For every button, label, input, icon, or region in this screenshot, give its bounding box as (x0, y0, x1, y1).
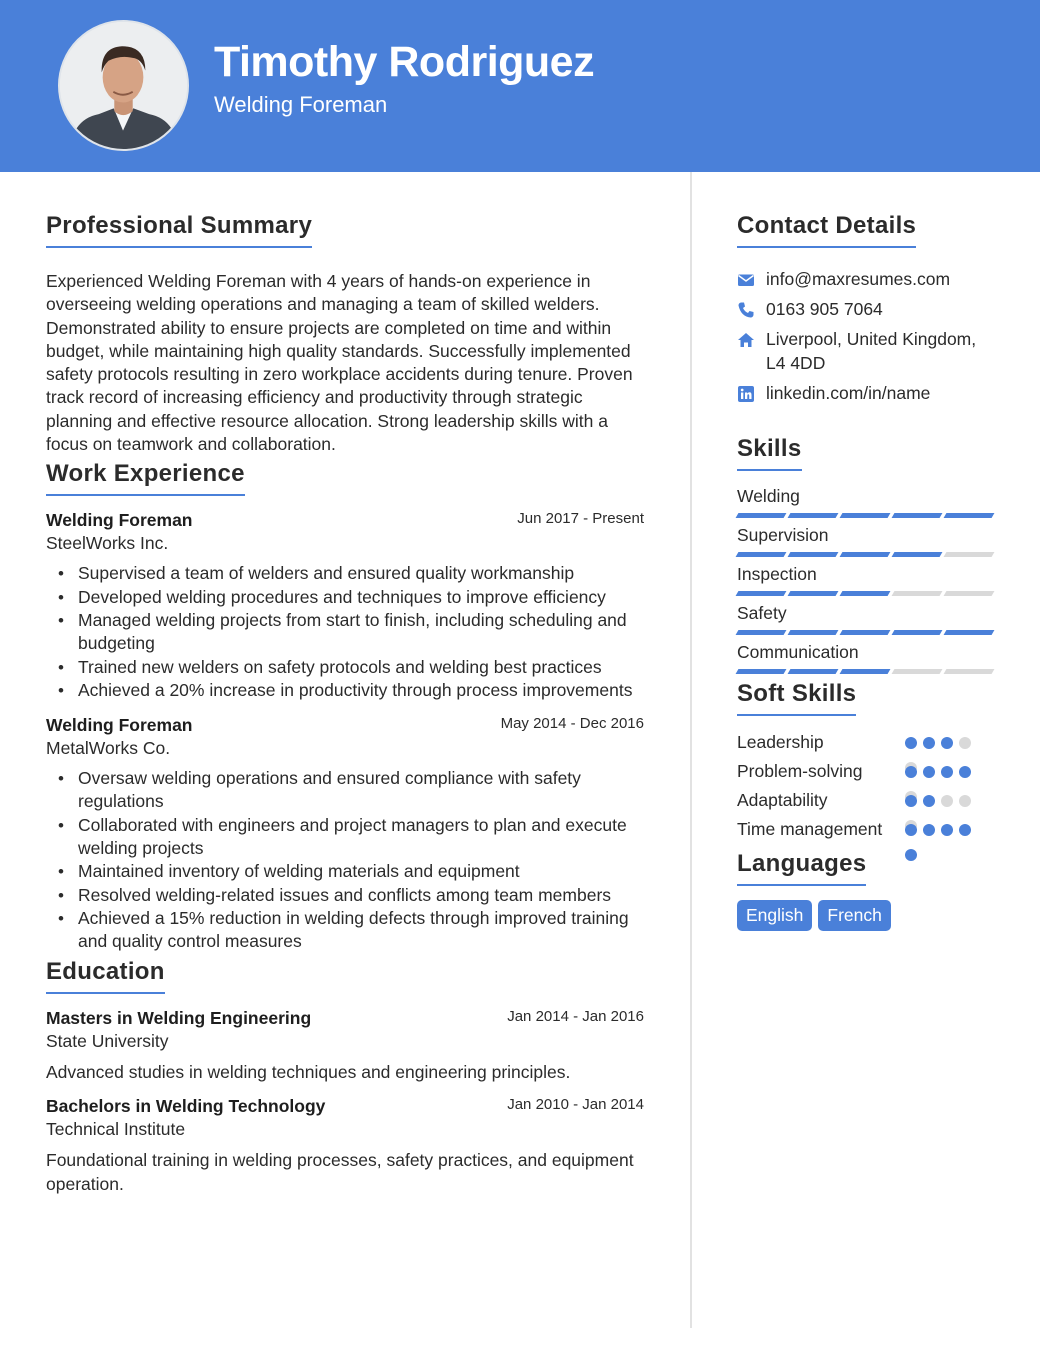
job-entry (46, 715, 646, 953)
soft-skill-name: Time management (737, 819, 883, 839)
skill-level-segment (788, 591, 839, 596)
rating-dot (905, 824, 917, 836)
skill-level-bar (737, 591, 997, 596)
education-heading: Education (46, 958, 165, 994)
skills-list (737, 485, 997, 674)
contact-linkedin[interactable] (737, 382, 997, 406)
job-date: Jun 2017 - Present (517, 510, 644, 528)
home-icon (737, 331, 755, 349)
school-name: Technical Institute (46, 1119, 186, 1140)
contact-phone-text: 0163 905 7064 (766, 299, 883, 319)
education-section (46, 958, 646, 1197)
job-bullet: • Collaborated with engineers and project managers to plan and execute welding projects (46, 814, 646, 861)
summary-heading: Professional Summary (46, 212, 312, 248)
skill-level-segment (944, 513, 995, 518)
skill-item (737, 641, 997, 674)
soft-skill-item (737, 817, 997, 842)
skill-level-segment (736, 630, 787, 635)
school-name: State University (46, 1030, 169, 1051)
skill-level-segment (944, 669, 995, 674)
skill-level-segment (840, 669, 891, 674)
skill-level-segment (840, 630, 891, 635)
contact-email[interactable] (737, 268, 997, 292)
job-company: MetalWorks Co. (46, 738, 171, 759)
job-company: SteelWorks Inc. (46, 533, 169, 554)
contact-list (737, 268, 997, 405)
job-entry (46, 510, 646, 702)
main-column (46, 212, 646, 1196)
rating-dot (941, 737, 953, 749)
soft-skills-section (737, 680, 997, 842)
education-entry (46, 1008, 646, 1085)
degree-title: Bachelors in Welding Technology (46, 1096, 326, 1117)
skill-level-segment (840, 513, 891, 518)
education-description: Foundational training in welding processes, safety practices, and equipment operation. (46, 1150, 634, 1194)
job-title: Welding Foreman (46, 510, 193, 531)
rating-dot (959, 824, 971, 836)
phone-icon (737, 301, 755, 319)
soft-skill-name: Leadership (737, 732, 824, 752)
skill-item (737, 563, 997, 596)
skill-level-bar (737, 552, 997, 557)
skill-level-segment (892, 513, 943, 518)
contact-address (737, 328, 997, 375)
skill-level-bar (737, 630, 997, 635)
language-badge: English (737, 900, 812, 931)
sidebar-column (737, 212, 997, 931)
rating-dot (941, 824, 953, 836)
skill-level-segment (840, 591, 891, 596)
degree-title: Masters in Welding Engineering (46, 1007, 312, 1028)
contact-linkedin-text[interactable]: linkedin.com/in/name (766, 382, 931, 403)
contact-email-text[interactable]: info@maxresumes.com (766, 269, 951, 289)
skill-level-segment (788, 513, 839, 518)
skill-level-segment (788, 552, 839, 557)
rating-dot (923, 824, 935, 836)
job-date: May 2014 - Dec 2016 (500, 715, 644, 733)
contact-phone[interactable] (737, 298, 997, 322)
skill-level-segment (736, 513, 787, 518)
rating-dot (905, 849, 917, 861)
language-badge: French (818, 900, 890, 931)
profile-photo (58, 20, 189, 151)
soft-skill-item (737, 759, 997, 784)
skill-level-segment (788, 669, 839, 674)
soft-skill-item (737, 730, 997, 755)
rating-dot (959, 766, 971, 778)
soft-skill-item (737, 788, 997, 813)
contact-address-text: Liverpool, United Kingdom, L4 4DD (766, 329, 977, 373)
job-bullet: • Trained new welders on safety protocols and welding best practices (46, 656, 646, 679)
job-bullets (46, 767, 646, 953)
skill-level-segment (892, 591, 943, 596)
education-date: Jan 2010 - Jan 2014 (507, 1096, 644, 1114)
languages-heading: Languages (737, 850, 866, 886)
skills-section (737, 435, 997, 674)
portrait-image (60, 22, 187, 149)
rating-dot (941, 766, 953, 778)
rating-dot (923, 737, 935, 749)
skill-level-segment (736, 552, 787, 557)
job-bullets (46, 562, 646, 702)
skill-item (737, 602, 997, 635)
column-divider (690, 172, 692, 1328)
rating-dot (923, 766, 935, 778)
job-bullet: • Maintained inventory of welding materials and equipment (46, 860, 646, 883)
candidate-name: Timothy Rodriguez (214, 38, 595, 86)
skill-item (737, 485, 997, 518)
linkedin-icon (737, 385, 755, 403)
job-bullet: • Developed welding procedures and techniques to improve efficiency (46, 586, 646, 609)
skill-level-segment (736, 669, 787, 674)
rating-dot (923, 795, 935, 807)
skill-name: Safety (737, 603, 787, 623)
skill-level-segment (788, 630, 839, 635)
candidate-title: Welding Foreman (214, 92, 388, 117)
contact-heading: Contact Details (737, 212, 916, 248)
education-date: Jan 2014 - Jan 2016 (507, 1007, 644, 1025)
rating-dot (941, 795, 953, 807)
skill-level-segment (892, 669, 943, 674)
soft-skills-heading: Soft Skills (737, 680, 856, 716)
job-bullet: • Oversaw welding operations and ensured compliance with safety regulations (46, 767, 646, 814)
skill-level-segment (944, 552, 995, 557)
skill-name: Inspection (737, 564, 817, 584)
job-bullet: • Achieved a 20% increase in productivity through process improvements (46, 679, 646, 702)
skill-level-segment (736, 591, 787, 596)
job-bullet: • Supervised a team of welders and ensured quality workmanship (46, 562, 646, 585)
skill-name: Welding (737, 486, 800, 506)
skill-name: Communication (737, 642, 859, 662)
soft-skill-name: Adaptability (737, 790, 828, 810)
education-entry (46, 1096, 646, 1196)
languages-list (737, 900, 997, 931)
soft-skill-name: Problem-solving (737, 761, 863, 781)
job-bullet: • Resolved welding-related issues and conflicts among team members (46, 884, 646, 907)
soft-skills-list (737, 730, 997, 842)
summary-text: Experienced Welding Foreman with 4 years of hands-on experience in overseeing welding operations and managing a team of skilled welders. Demonstrated ability to ensure projects are completed on time and within budget, while maintaining high quality standards. Successfully implemented safety protocols resulting in zero workplace accidents during tenure. Proven track record of increasing efficiency and productivity through strategic planning and effective resource allocation. Strong leadership skills with a focus on teamwork and collaboration. (46, 271, 633, 455)
skill-level-segment (840, 552, 891, 557)
skills-heading: Skills (737, 435, 802, 471)
skill-level-segment (892, 630, 943, 635)
skill-level-segment (944, 630, 995, 635)
rating-dot (905, 795, 917, 807)
rating-dot (959, 737, 971, 749)
experience-section (46, 460, 646, 953)
skill-item (737, 524, 997, 557)
education-description: Advanced studies in welding techniques and engineering principles. (46, 1061, 571, 1082)
skill-level-segment (892, 552, 943, 557)
job-bullet: • Achieved a 15% reduction in welding defects through improved training and quality control measures (46, 907, 646, 954)
experience-heading: Work Experience (46, 460, 245, 496)
skill-name: Supervision (737, 525, 829, 545)
soft-skill-rating (905, 824, 985, 874)
job-title: Welding Foreman (46, 715, 193, 736)
skill-level-bar (737, 669, 997, 674)
rating-dot (905, 737, 917, 749)
rating-dot (959, 795, 971, 807)
header-banner (0, 0, 1040, 172)
rating-dot (905, 766, 917, 778)
skill-level-segment (944, 591, 995, 596)
job-bullet: • Managed welding projects from start to finish, including scheduling and budgeting (46, 609, 646, 656)
envelope-icon (737, 271, 755, 289)
skill-level-bar (737, 513, 997, 518)
